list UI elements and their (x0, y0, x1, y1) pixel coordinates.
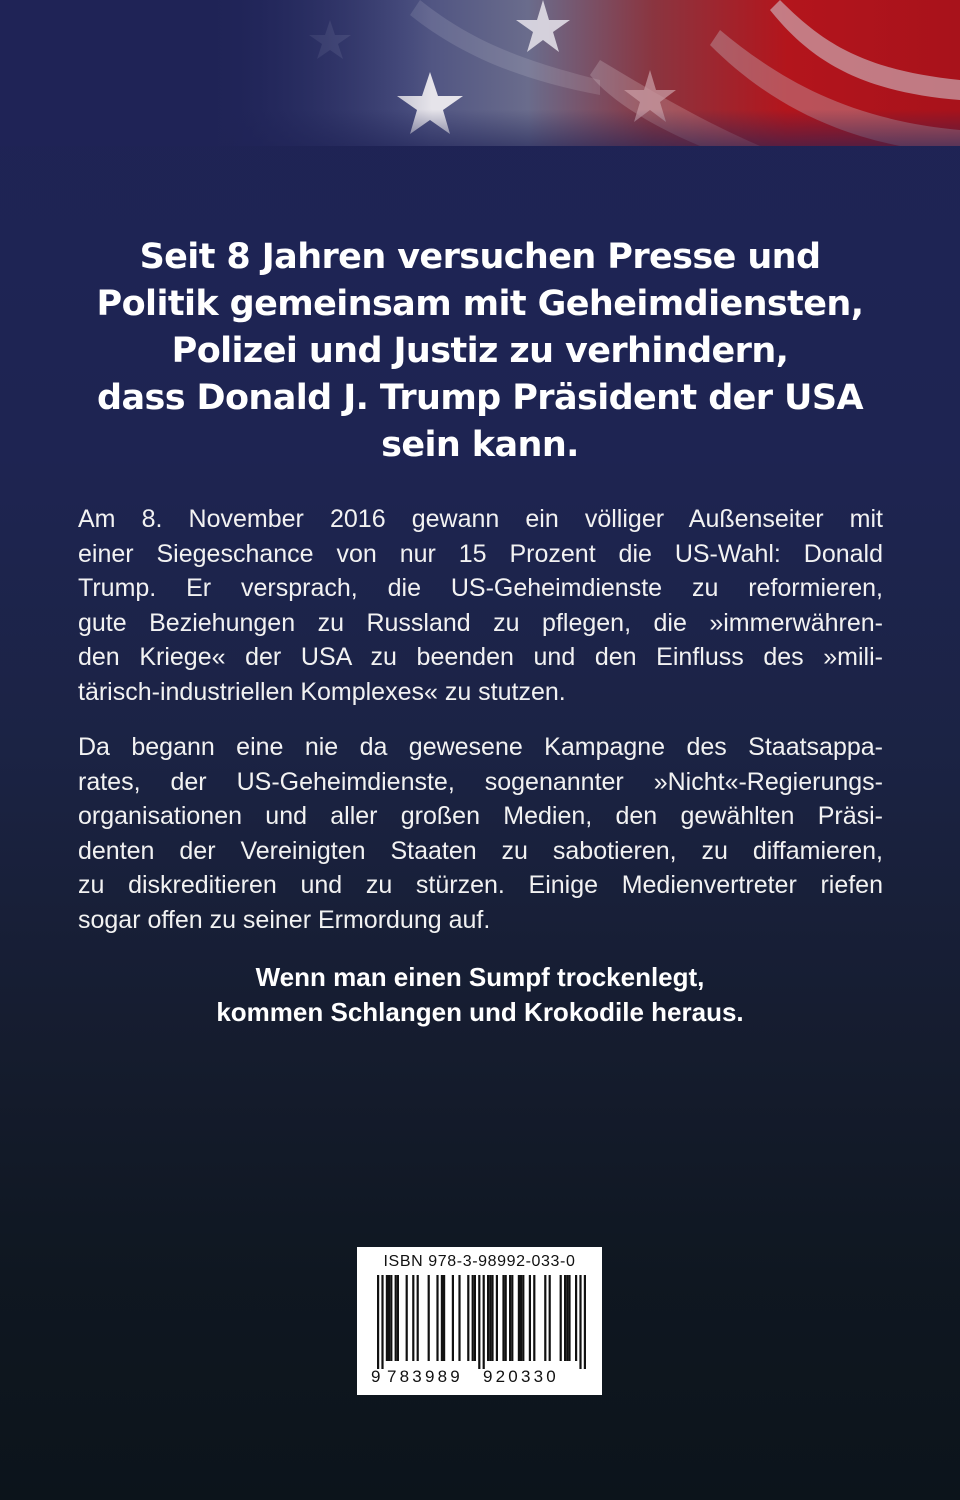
tagline-line: Wenn man einen Sumpf trockenlegt, (255, 962, 705, 992)
paragraph-line: Am 8. November 2016 gewann ein völliger Außenseiter mit (78, 505, 883, 533)
tagline-line: kommen Schlangen und Krokodile heraus. (216, 997, 744, 1027)
paragraph-line: den Kriege« der USA zu beenden und den Einfluss des »mili- (78, 643, 883, 672)
barcode-bar (518, 1275, 520, 1361)
barcode-bar (386, 1275, 388, 1361)
paragraph-line: denten der Vereinigten Staaten zu sabotieren, zu diffamieren, (78, 836, 883, 865)
barcode-bar (474, 1275, 476, 1361)
isbn-label: ISBN 978-3-98992-033-0 (383, 1253, 576, 1270)
barcode-bar (381, 1275, 383, 1369)
barcode-bar (443, 1275, 445, 1361)
barcode-bar (487, 1275, 489, 1361)
paragraph-line: gute Beziehungen zu Russland zu pflegen, die »immerwähren- (78, 608, 883, 637)
flag-banner-image (0, 0, 960, 146)
barcode-bar (395, 1275, 397, 1361)
headline-line: Seit 8 Jahren versuchen Presse und (139, 237, 821, 277)
barcode-bar (467, 1275, 469, 1361)
barcode-bar (489, 1275, 491, 1361)
ean-first-digit: 9 (371, 1367, 381, 1386)
barcode-bar (406, 1275, 408, 1361)
headline (60, 234, 900, 469)
barcode-bar (458, 1275, 460, 1361)
barcode-bar (441, 1275, 443, 1361)
american-flag-illustration (0, 0, 960, 146)
ean-left-digits: 783989 (387, 1367, 463, 1386)
blurb-paragraph-2 (78, 730, 883, 938)
barcode-bar (568, 1275, 570, 1361)
barcode-bar (522, 1275, 524, 1361)
barcode-bars (357, 1275, 602, 1369)
barcode-bar (584, 1275, 586, 1369)
barcode-bar (417, 1275, 419, 1361)
barcode-bar (491, 1275, 493, 1361)
barcode-bar (564, 1275, 566, 1361)
barcode-bar (388, 1275, 390, 1361)
paragraph-line: tärisch-industriellen Komplexes« zu stutzen. (78, 677, 566, 706)
paragraph-line: rates, der US-Geheimdienste, sogenannter »Nicht«-Regierungs- (78, 767, 883, 796)
barcode-bar (560, 1275, 562, 1361)
paragraph-line: organisationen und aller großen Medien, den gewählten Präsi- (78, 802, 883, 831)
barcode-bar (505, 1275, 507, 1361)
paragraph-line: sogar offen zu seiner Ermordung auf. (78, 905, 491, 934)
barcode-bar (533, 1275, 535, 1361)
headline-line: Politik gemeinsam mit Geheimdiensten, (96, 284, 864, 324)
barcode-bar (377, 1275, 379, 1369)
ean-right-digits: 920330 (483, 1367, 559, 1386)
paragraph-line: zu diskreditieren und zu stürzen. Einige Medienvertreter riefen (78, 871, 883, 900)
barcode-bar (544, 1275, 546, 1361)
paragraph-line: einer Siegeschance von nur 15 Prozent die US-Wahl: Donald (78, 539, 883, 568)
barcode-bar (509, 1275, 511, 1361)
ean-digits (357, 1367, 602, 1389)
barcode-bar (496, 1275, 498, 1361)
barcode-bar (511, 1275, 513, 1361)
barcode-bar (575, 1275, 577, 1361)
blurb-paragraph-1 (78, 502, 883, 710)
barcode-bar (520, 1275, 522, 1361)
tagline (80, 960, 880, 1030)
headline-line: dass Donald J. Trump Präsident der USA (97, 378, 863, 418)
isbn-barcode (357, 1247, 602, 1395)
barcode-bar (483, 1275, 485, 1369)
paragraph-line: Da begann eine nie da gewesene Kampagne des Staatsappa- (78, 733, 883, 761)
barcode-bar (478, 1275, 480, 1369)
barcode-bar (412, 1275, 414, 1361)
barcode-bar (428, 1275, 430, 1361)
barcode-bar (579, 1275, 581, 1369)
barcode-bar (472, 1275, 474, 1361)
barcode-bar (502, 1275, 504, 1361)
paragraph-line: Trump. Er versprach, die US-Geheimdienste zu reformieren, (78, 574, 883, 603)
barcode-bar (566, 1275, 568, 1361)
barcode-bar (529, 1275, 531, 1361)
headline-line: sein kann. (381, 425, 579, 465)
headline-line: Polizei und Justiz zu verhindern, (171, 331, 789, 371)
barcode-bar (390, 1275, 392, 1361)
barcode-bar (452, 1275, 454, 1361)
barcode-bar (436, 1275, 438, 1361)
barcode-bar (549, 1275, 551, 1361)
barcode-bar (397, 1275, 399, 1361)
